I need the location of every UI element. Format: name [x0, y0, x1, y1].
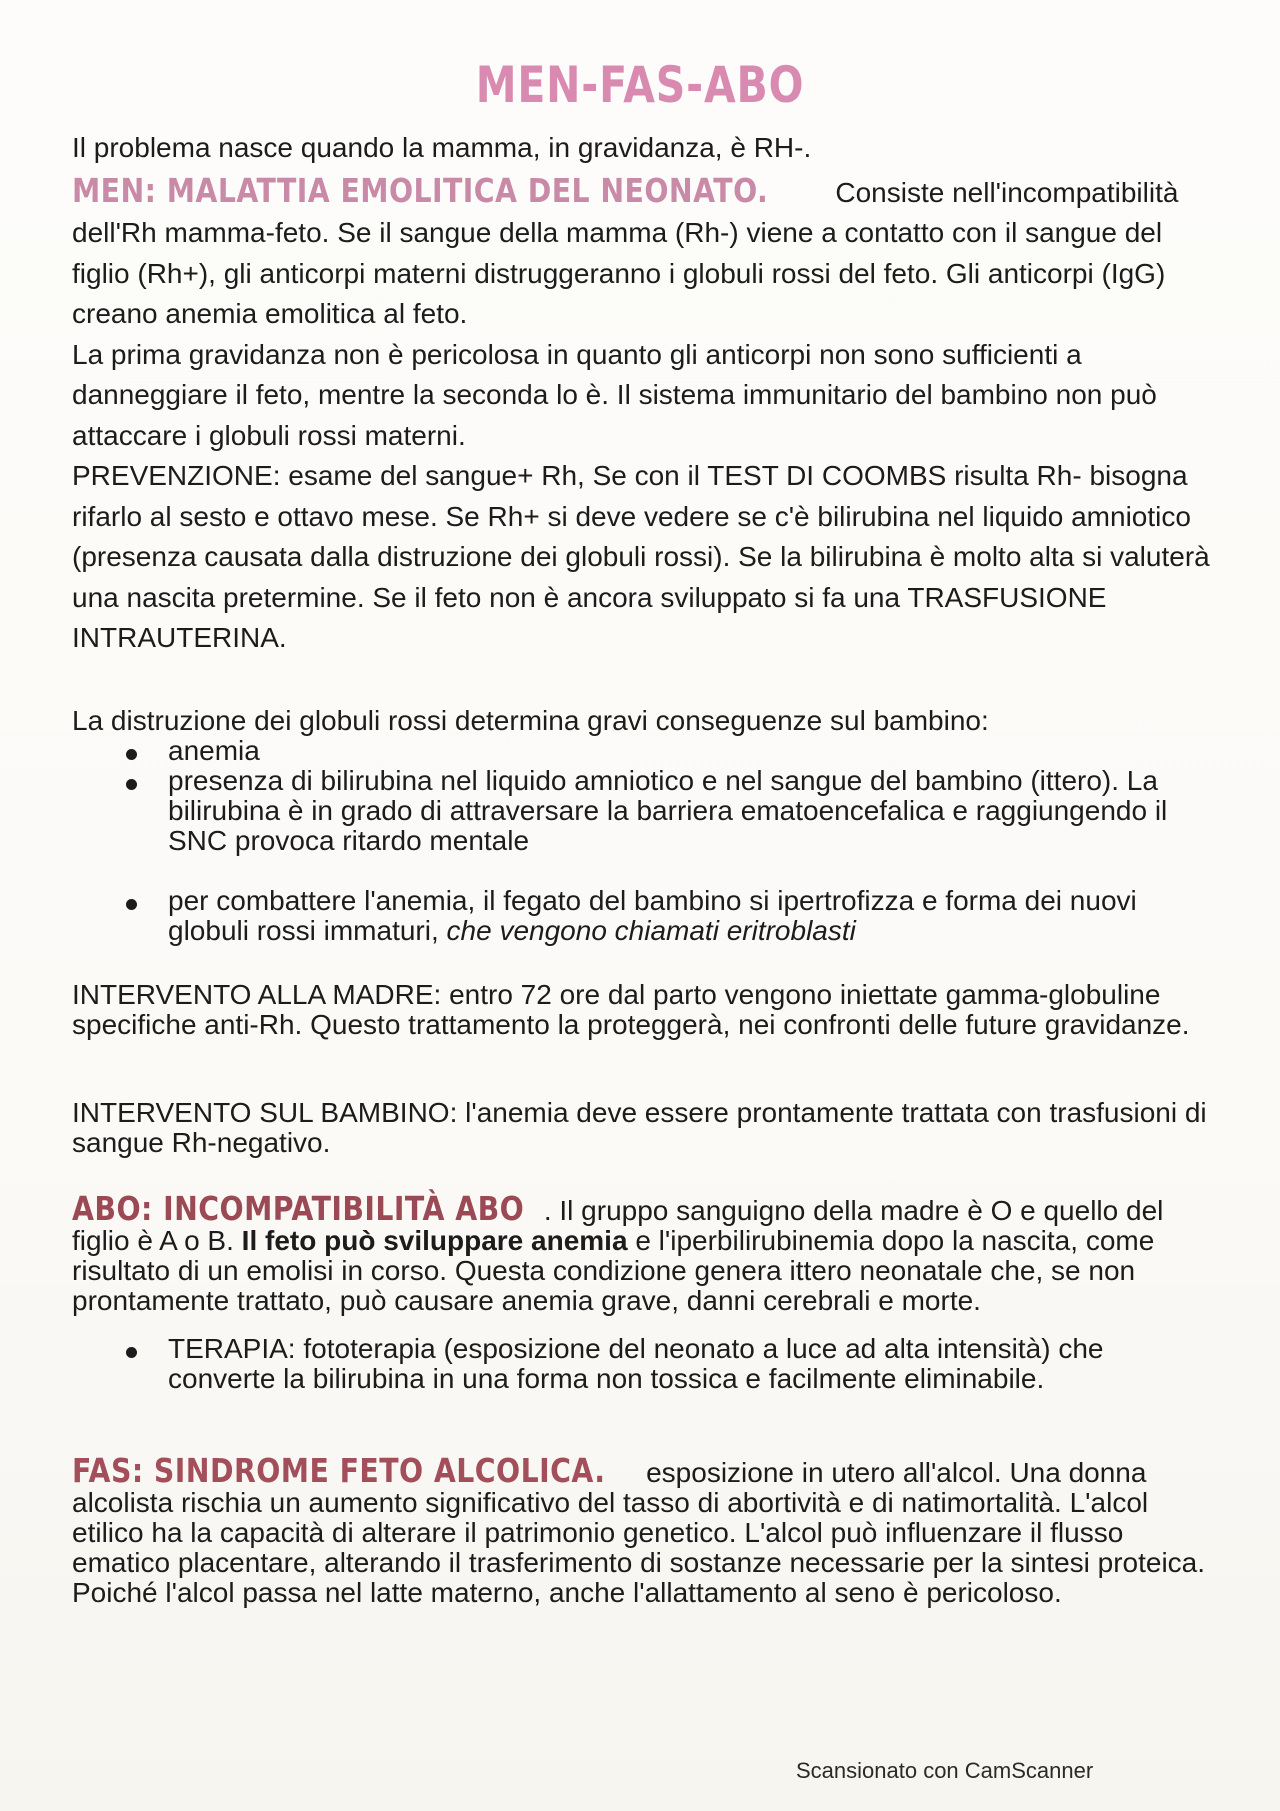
- bullet-icon: [126, 779, 137, 790]
- consequences-list: [72, 736, 1212, 946]
- abo-bold-text: Il feto può sviluppare anemia: [241, 1225, 628, 1256]
- list-item: anemia: [72, 736, 1212, 766]
- intro-paragraph: Il problema nasce quando la mamma, in gravidanza, è RH-.: [72, 132, 812, 163]
- eritroblasti-note: che vengono chiamati eritroblasti: [438, 915, 856, 946]
- abo-heading: ABO: INCOMPATIBILITÀ ABO: [72, 1189, 525, 1228]
- consequences-intro: La distruzione dei globuli rossi determina gravi conseguenze sul bambino:: [72, 705, 989, 736]
- bullet-icon: [126, 899, 137, 910]
- therapy-text: TERAPIA: fototerapia (esposizione del neonato a luce ad alta intensità) che converte la bilirubina in una forma non tossica e facilmente eliminabile.: [168, 1333, 1104, 1394]
- men-paragraph-2: La prima gravidanza non è pericolosa in quanto gli anticorpi non sono sufficienti a danneggiare il feto, mentre la seconda lo è. Il sistema immunitario del bambino non può attaccare i globuli rossi materni.: [72, 338, 1157, 451]
- list-item: presenza di bilirubina nel liquido amniotico e nel sangue del bambino (ittero). La bilirubina è in grado di attraversare la barriera ematoencefalica e raggiungendo il SNC provoca ritardo mentale: [72, 766, 1212, 856]
- fas-text: esposizione in utero all'alcol. Una donna alcolista rischia un aumento significativo del tasso di abortività e di natimortalità. L'alcol etilico ha la capacità di alterare il patrimonio genetico. L'alcol può influenzare il flusso ematico placentare, alterando il trasferimento di sostanze necessarie per la sintesi proteica. Poiché l'alcol passa nel latte materno, anche l'allattamento al seno è pericoloso.: [72, 1457, 1206, 1608]
- bullet-icon: [126, 749, 137, 760]
- abo-paragraph: ABO: INCOMPATIBILITÀ ABO . Il gruppo sanguigno della madre è O e quello del figlio è A o B. Il feto può sviluppare anemia e l'iperbilirubinemia dopo la nascita, come risultato di un emolisi in corso. Questa condizione genera ittero neonatale che, se non prontamente trattato, può causare anemia grave, danni cerebrali e morte.: [72, 1189, 1164, 1316]
- list-item: per combattere l'anemia, il fegato del bambino si ipertrofizza e forma dei nuovi globuli rossi immaturi, che vengono chiamati eritroblasti: [72, 886, 1212, 946]
- intervention-madre: INTERVENTO ALLA MADRE: entro 72 ore dal parto vengono iniettate gamma-globuline specifiche anti-Rh. Questo trattamento la proteggerà, nei confronti delle future gravidanze.: [72, 979, 1190, 1040]
- fas-section: [72, 1451, 1212, 1608]
- men-section: [72, 128, 1212, 659]
- page-title: MEN-FAS-ABO: [475, 56, 805, 114]
- men-text: Consiste nell'incompatibilità dell'Rh mamma-feto. Se il sangue della mamma (Rh-) viene a contatto con il sangue del figlio (Rh+), gli anticorpi materni distruggeranno i globuli rossi del feto. Gli anticorpi (IgG) creano anemia emolitica al feto.: [72, 176, 1179, 329]
- prevention-paragraph: PREVENZIONE: esame del sangue+ Rh, Se con il TEST DI COOMBS risulta Rh- bisogna rifarlo al sesto e ottavo mese. Se Rh+ si deve vedere se c'è bilirubina nel liquido amniotico (presenza causata dalla distruzione dei globuli rossi). Se la bilirubina è molto alta si valuterà una nascita pretermine. Se il feto non è ancora sviluppato si fa una TRASFUSIONE INTRAUTERINA.: [72, 460, 1210, 653]
- men-paragraph: [72, 171, 1212, 335]
- men-heading: MEN: MALATTIA EMOLITICA DEL NEONATO.: [72, 170, 769, 210]
- bullet-icon: [126, 1347, 137, 1358]
- consequences-section: [72, 706, 1212, 946]
- abo-section: [72, 1189, 1212, 1394]
- list-item: [72, 1334, 1212, 1394]
- fas-heading: FAS: SINDROME FETO ALCOLICA.: [72, 1451, 606, 1490]
- therapy-list: [72, 1334, 1212, 1394]
- camscanner-watermark: Scansionato con CamScanner: [796, 1758, 1094, 1783]
- intervention-bambino: INTERVENTO SUL BAMBINO: l'anemia deve essere prontamente trattata con trasfusioni di sangue Rh-negativo.: [72, 1097, 1207, 1158]
